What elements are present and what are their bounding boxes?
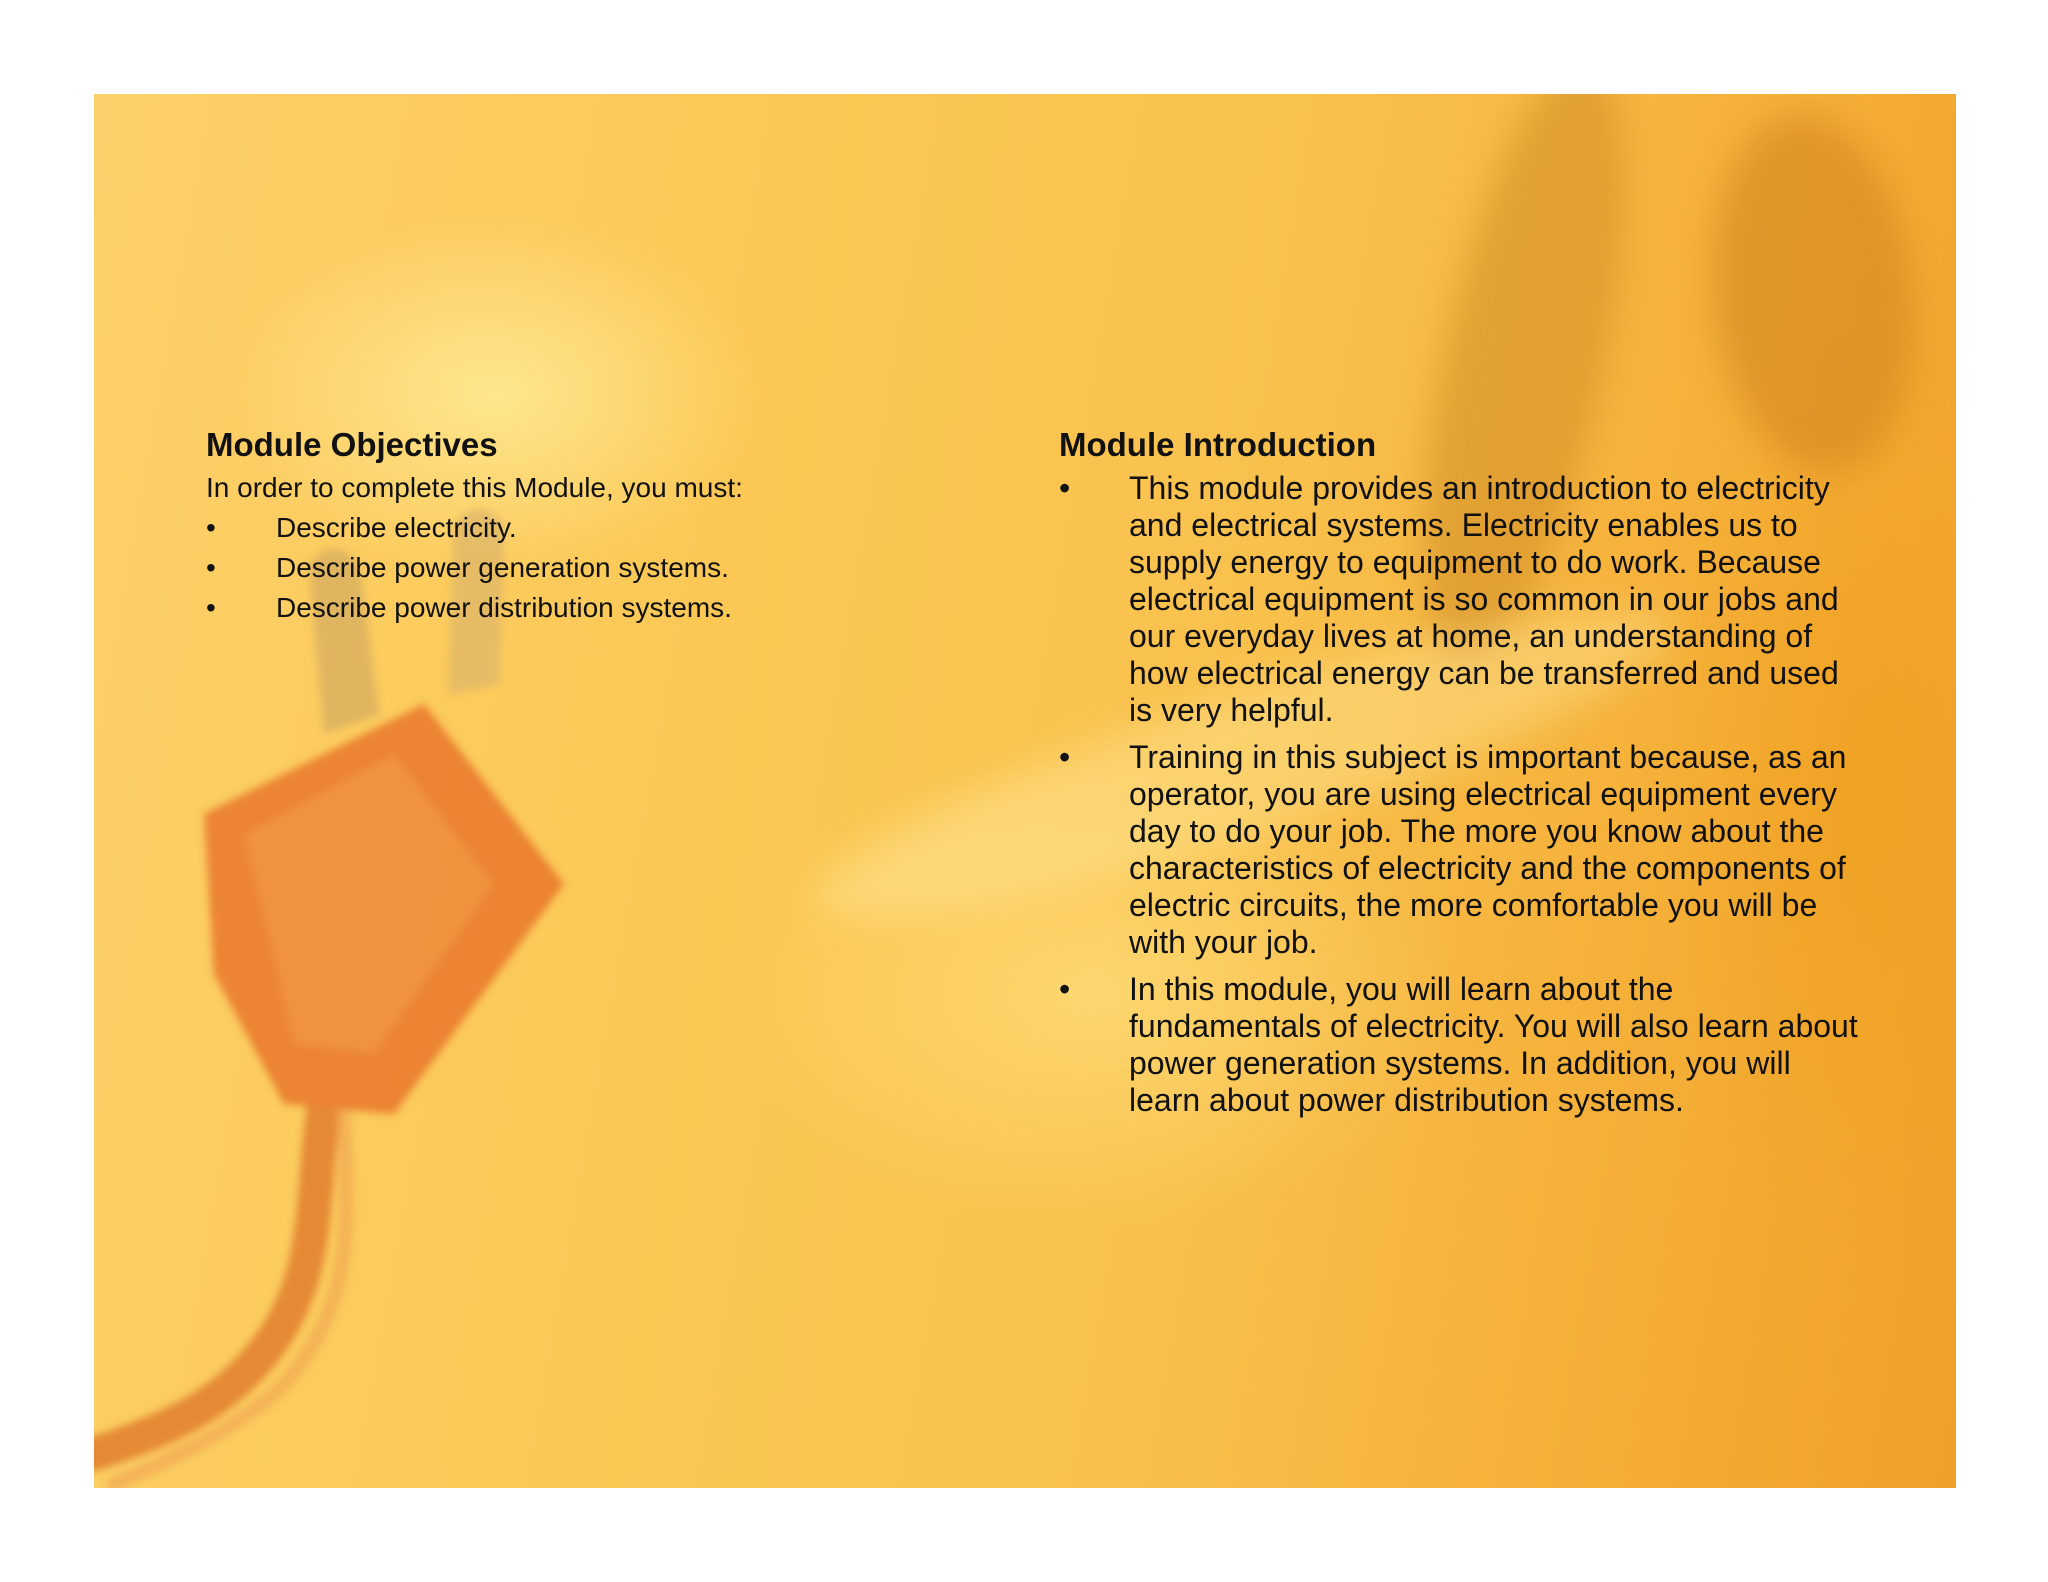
slide [94,94,1956,1488]
list-item-text: Describe power generation systems. [276,552,729,583]
objectives-heading: Module Objectives [206,426,498,463]
list-item [206,588,966,628]
list-item [1059,971,1859,1119]
objectives-list [206,508,966,628]
introduction-section [1059,424,1859,1129]
bullet-icon: • [206,512,216,543]
list-item-text: This module provides an introduction to electricity and electrical systems. Electricity enables us to supply energy to equipment to do work. Because electrical equipment is so common in our jobs and our everyday lives at home, an understanding of how electrical energy can be transferred and used is very helpful. [1129,470,1839,728]
list-item [1059,739,1859,961]
introduction-list [1059,470,1859,1119]
introduction-heading: Module Introduction [1059,426,1377,463]
list-item-text: Describe electricity. [276,512,517,543]
bullet-icon: • [1059,971,1071,1007]
bullet-icon: • [206,592,216,623]
bullet-icon: • [206,552,216,583]
list-item-text: Describe power distribution systems. [276,592,732,623]
list-item [206,508,966,548]
list-item-text: In this module, you will learn about the fundamentals of electricity. You will also learn about power generation systems. In addition, you will learn about power distribution systems. [1129,971,1858,1118]
objectives-section [206,424,966,628]
list-item [1059,470,1859,729]
bullet-icon: • [1059,739,1071,775]
list-item-text: Training in this subject is important because, as an operator, you are using electrical equipment every day to do your job. The more you know about the characteristics of electricity and the components of electric circuits, the more comfortable you will be with your job. [1129,739,1847,960]
electric-plug-icon [94,94,714,1488]
bullet-icon: • [1059,470,1071,506]
list-item [206,548,966,588]
objectives-intro: In order to complete this Module, you must: [206,472,743,503]
